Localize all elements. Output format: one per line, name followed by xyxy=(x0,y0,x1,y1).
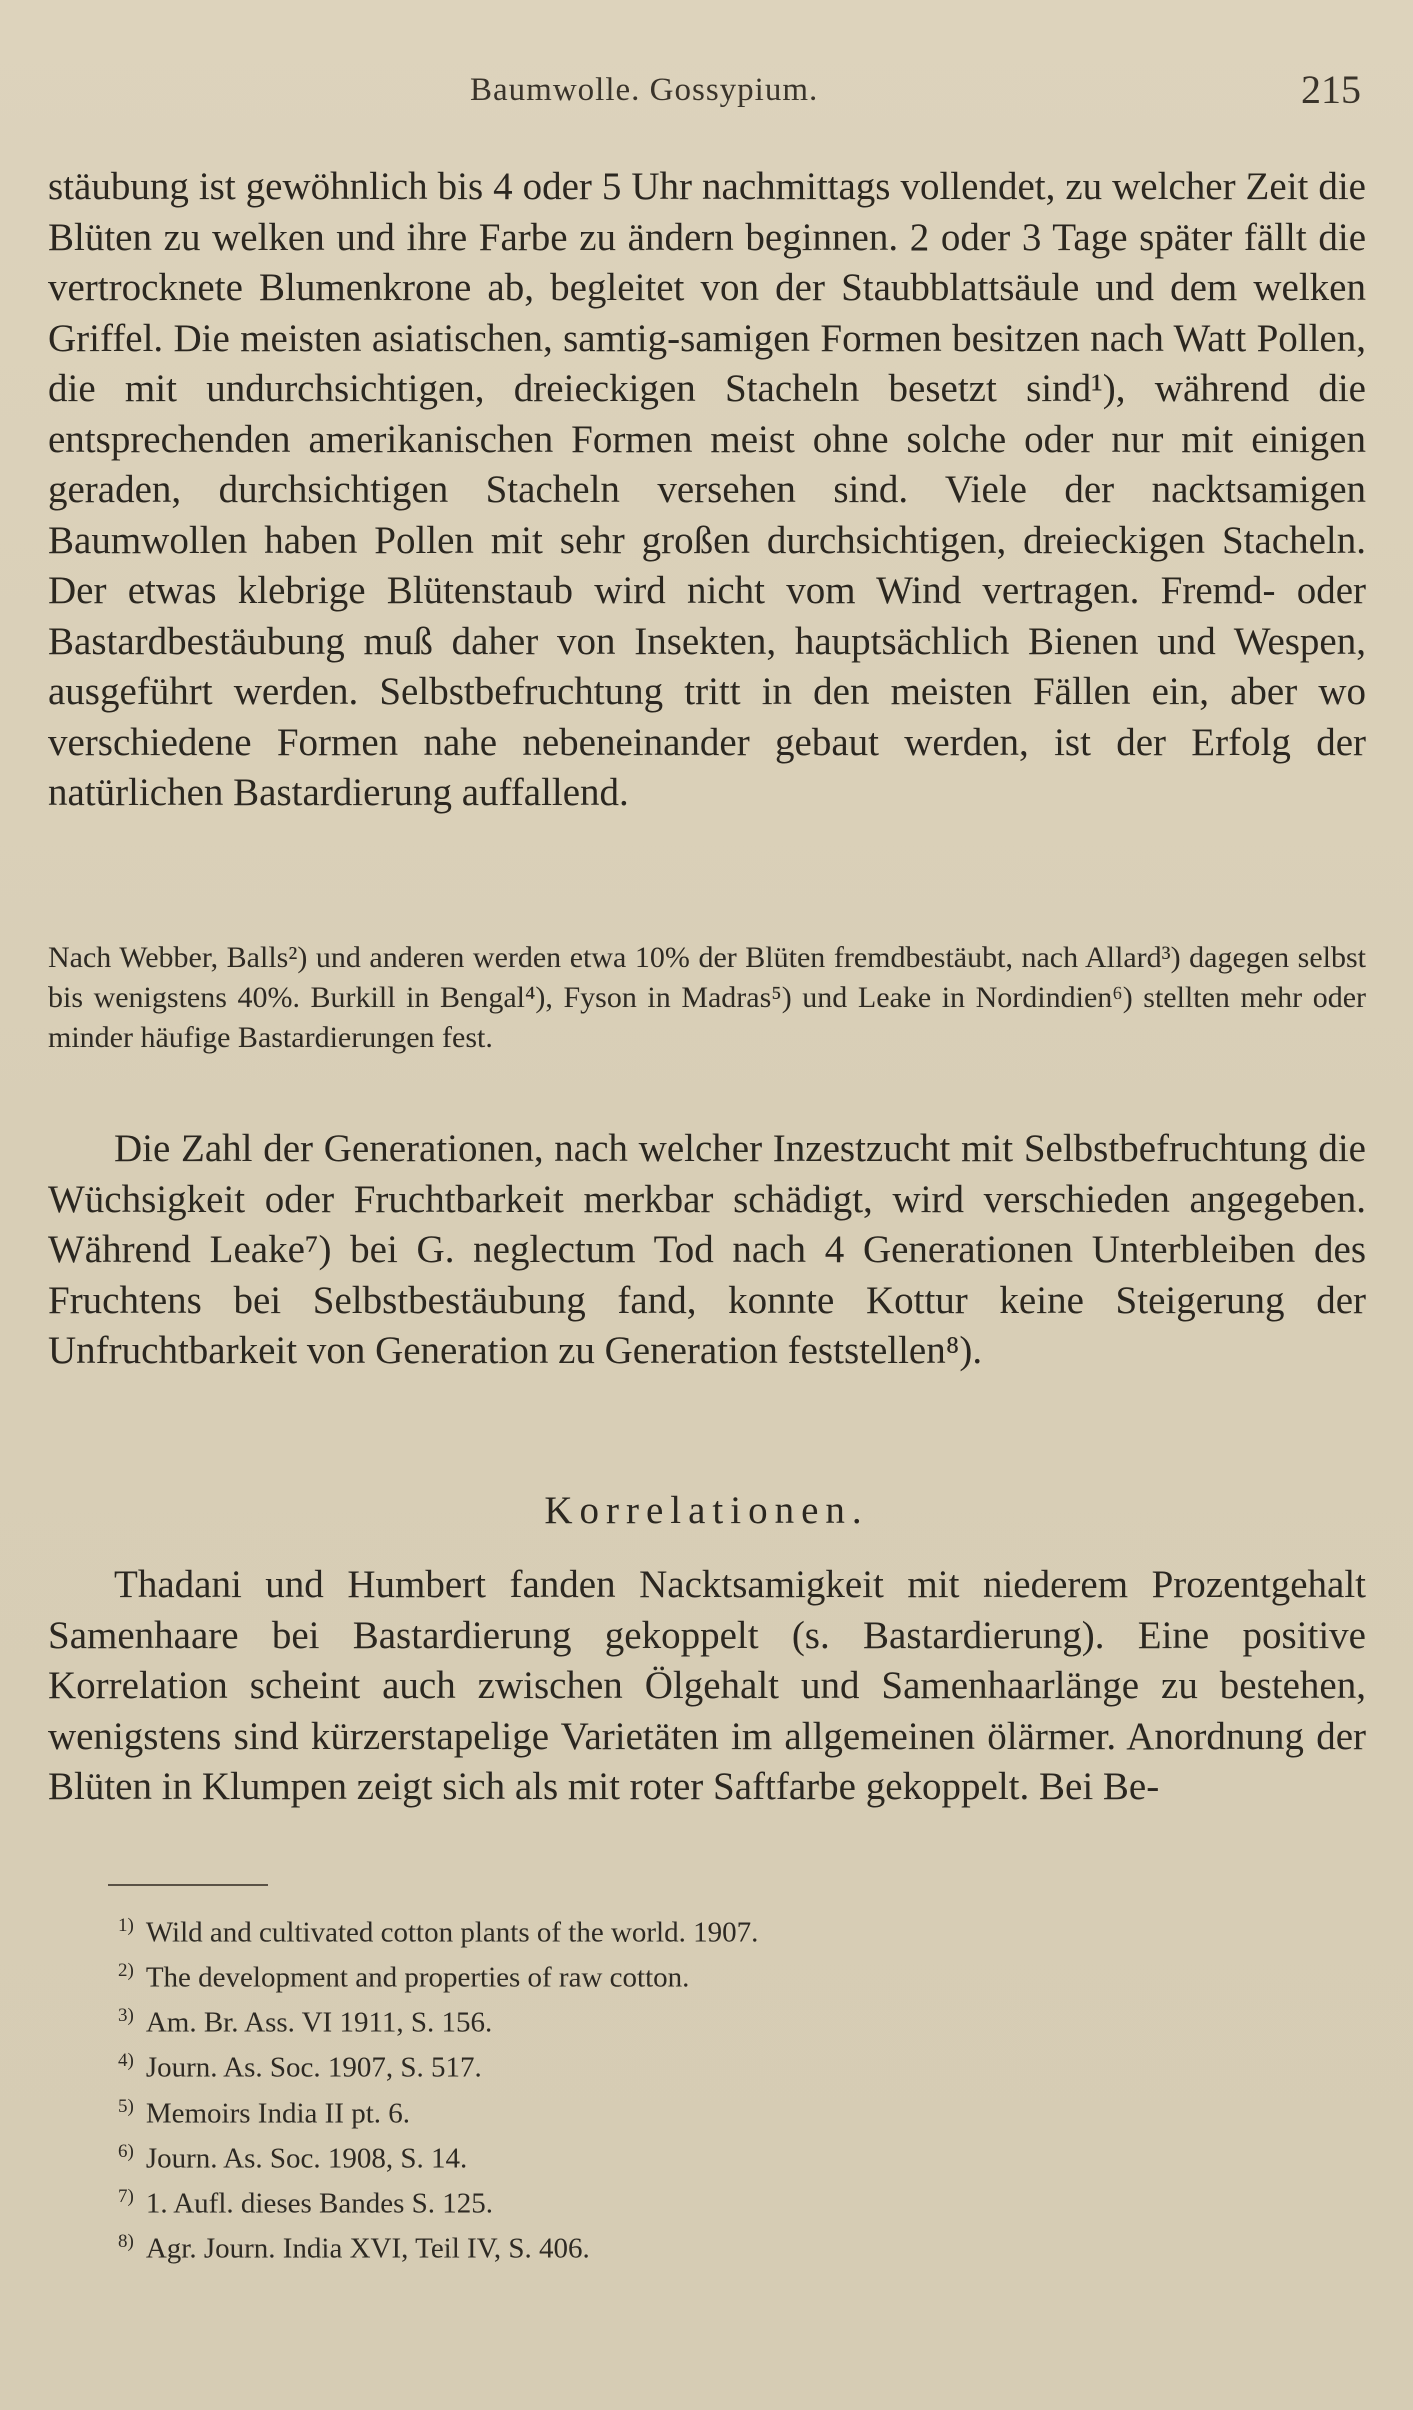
page-header xyxy=(0,62,1413,112)
footnote-text: Journ. As. Soc. 1908, S. 14. xyxy=(145,2142,468,2175)
footnotes xyxy=(118,1907,1318,2268)
footnote-text: The development and properties of raw cotton. xyxy=(145,1961,690,1994)
footnote xyxy=(118,2042,1318,2087)
footnote-text: 1. Aufl. dieses Bandes S. 125. xyxy=(145,2187,494,2220)
footnote-mark: 4) xyxy=(118,2050,134,2072)
paragraph-pollination: stäubung ist gewöhnlich bis 4 oder 5 Uhr nachmittags vollendet, zu welcher Zeit die Blüten zu welken und ihre Farbe zu ändern beginnen. 2 oder 3 Tage später fällt die vertrocknete Blumenkrone ab, begleitet von der Staubblattsäule und dem welken Griffel. Die meisten asiatischen, samtig-samigen Formen besitzen nach Watt Pollen, die mit undurchsichtigen, dreieckigen Stacheln besetzt sind¹), während die entsprechenden amerikanischen Formen meist ohne solche oder nur mit einigen geraden, durchsichtigen Stacheln versehen sind. Viele der nacktsamigen Baumwollen haben Pollen mit sehr großen durchsichtigen, dreieckigen Stacheln. Der etwas klebrige Blütenstaub wird nicht vom Wind vertragen. Fremd- oder Bastardbestäubung muß daher von Insekten, hauptsächlich Bienen und Wespen, ausgeführt werden. Selbstbefruchtung tritt in den meisten Fällen ein, aber wo verschiedene Formen nahe nebeneinander gebaut werden, ist der Erfolg der natürlichen Bastardierung auffallend. xyxy=(48,165,1366,814)
footnote xyxy=(118,2223,1318,2268)
footnote xyxy=(118,2178,1318,2223)
paragraph-correlations: Thadani und Humbert fanden Nacktsamigkeit mit niederem Prozentgehalt Samenhaare bei Bastardierung gekoppelt (s. Bastardierung). Eine positive Korrelation scheint auch zwischen Ölgehalt und Samenhaarlänge zu bestehen, wenigstens sind kürzerstapelige Varietäten im allgemeinen ölärmer. Anordnung der Blüten in Klumpen zeigt sich als mit roter Saftfarbe gekoppelt. Bei Be- xyxy=(48,1563,1366,1808)
footnote-text: Journ. As. Soc. 1907, S. 517. xyxy=(145,2052,482,2085)
running-title: Baumwolle. Gossypium. xyxy=(470,72,819,108)
footnote-text: Wild and cultivated cotton plants of the world. 1907. xyxy=(145,1916,759,1949)
footnote xyxy=(118,2133,1318,2178)
footnote-text: Am. Br. Ass. VI 1911, S. 156. xyxy=(145,2006,493,2039)
footnote-mark: 6) xyxy=(118,2140,134,2162)
paragraph-inbreeding: Die Zahl der Generationen, nach welcher Inzestzucht mit Selbstbefruchtung die Wüchsigkeit oder Fruchtbarkeit merkbar schädigt, wird verschieden angegeben. Während Leake⁷) bei G. neglectum Tod nach 4 Generationen Unterbleiben des Fruchtens bei Selbstbestäubung fand, konnte Kottur keine Steigerung der Unfruchtbarkeit von Generation zu Generation feststellen⁸). xyxy=(48,1127,1366,1372)
footnote-divider xyxy=(108,1884,268,1886)
footnote xyxy=(118,1907,1318,1952)
section-heading: Korrelationen. xyxy=(544,1489,869,1532)
footnote-mark: 5) xyxy=(118,2095,134,2117)
footnote-mark: 7) xyxy=(118,2185,134,2207)
footnote-mark: 8) xyxy=(118,2231,134,2253)
paragraph-crossing-rates: Nach Webber, Balls²) und anderen werden etwa 10% der Blüten fremdbestäubt, nach Allard³) dagegen selbst bis wenigstens 40%. Burkill in Bengal⁴), Fyson in Madras⁵) und Leake in Nordindien⁶) stellten mehr oder minder häufige Bastardierungen fest. xyxy=(48,941,1366,1054)
footnote xyxy=(118,2088,1318,2133)
footnote-mark: 1) xyxy=(118,1915,134,1936)
footnote-text: Memoirs India II pt. 6. xyxy=(145,2097,410,2130)
page-number: 215 xyxy=(1301,67,1361,112)
footnote xyxy=(118,1997,1318,2042)
footnote-mark: 3) xyxy=(118,2005,134,2027)
footnote-mark: 2) xyxy=(118,1960,134,1982)
footnote-text: Agr. Journ. India XVI, Teil IV, S. 406. xyxy=(145,2232,590,2265)
footnote xyxy=(118,1952,1318,1997)
